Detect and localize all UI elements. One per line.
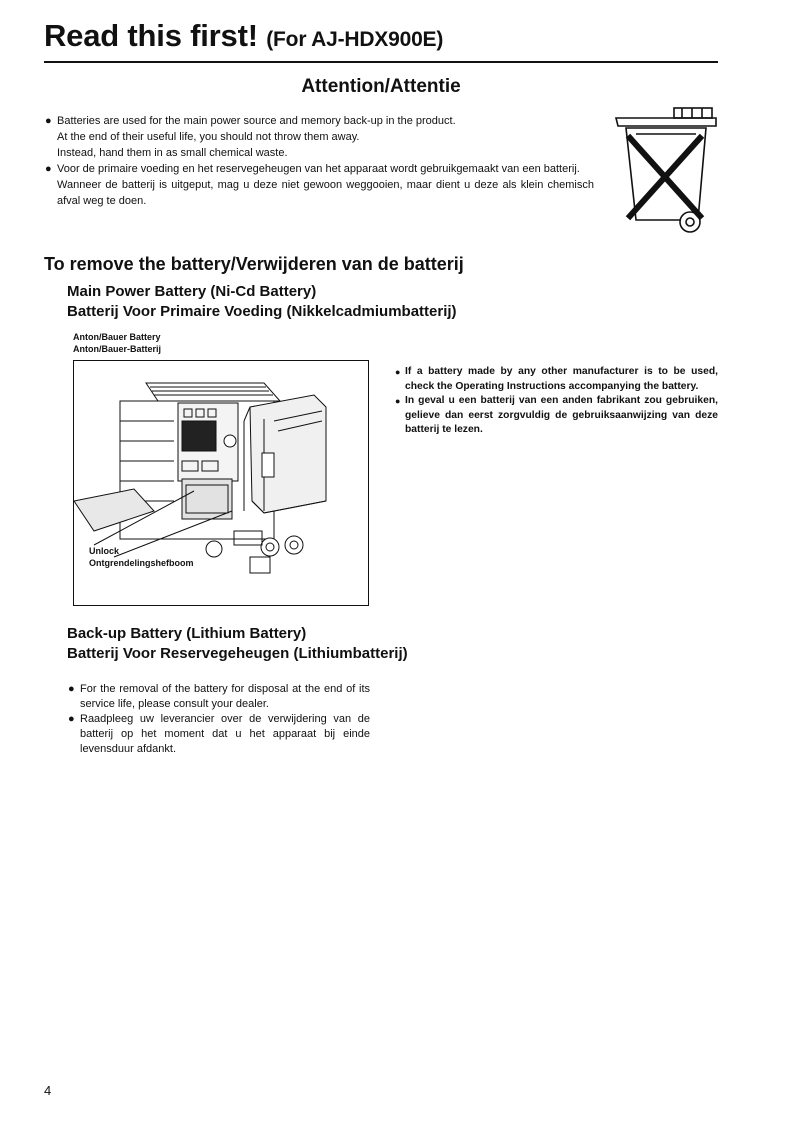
attention-heading: Attention/Attentie — [301, 76, 461, 97]
main-battery-heading: Main Power Battery (Ni-Cd Battery) Batterij Voor Primaire Voeding (Nikkelcadmiumbatterij) — [67, 283, 457, 320]
attention-bullets — [44, 113, 594, 209]
bullet-dot-icon: ● — [45, 163, 52, 175]
page-title — [44, 18, 443, 54]
battery-note-nl: ● In geval u een batterij van een anden fabrikant zou gebruiken, gelieve dan eerst zorgvuldig de gebruiksaanwijzing van deze batterij te lezen. — [395, 395, 718, 435]
figure-label: Anton/Bauer Battery Anton/Bauer-Batterij — [73, 332, 162, 354]
page-number: 4 — [44, 1083, 52, 1098]
bullet-dot-icon: ● — [68, 683, 75, 695]
battery-note-en: ● If a battery made by any other manufacturer is to be used, check the Operating Instructions accompanying the battery. — [395, 366, 718, 392]
bullet-dot-icon: ● — [68, 713, 75, 725]
backup-battery-notes — [67, 682, 370, 757]
battery-notes — [394, 365, 718, 438]
backup-note-en: ● For the removal of the battery for disposal at the end of its service life, please consult your dealer. — [68, 683, 370, 710]
unlock-callout: Unlock Ontgrendelingshefboom — [89, 546, 194, 568]
camera-battery-illustration — [73, 360, 369, 606]
crossed-out-wheelie-bin-icon — [612, 104, 722, 234]
title-divider — [44, 61, 718, 63]
page-title-model: (For AJ-HDX900E) — [266, 28, 444, 51]
backup-battery-heading: Back-up Battery (Lithium Battery) Batterij Voor Reservegeheugen (Lithiumbatterij) — [67, 625, 408, 662]
backup-note-nl: ● Raadpleeg uw leverancier over de verwijdering van de batterij op het moment dat u het apparaat bij einde levensduur afdankt. — [68, 713, 370, 755]
bullet-dot-icon: ● — [395, 367, 401, 377]
remove-heading: To remove the battery/Verwijderen van de batterij — [44, 254, 464, 274]
attention-bullet-en: ● Batteries are used for the main power source and memory back-up in the product. At the end of their useful life, you should not throw them away. Instead, hand them in as small chemical waste. — [45, 115, 456, 159]
bullet-dot-icon: ● — [45, 115, 52, 127]
bullet-dot-icon: ● — [395, 396, 401, 406]
attention-bullet-nl: ● Voor de primaire voeding en het reservegeheugen van het apparaat wordt gebruikgemaakt van een batterij. Wanneer de batterij is uitgeput, mag u deze niet gewoon weggooien, maar dient u deze als klein chemisch afval weg te doen. — [45, 163, 594, 207]
page-title-main: Read this first! — [44, 18, 258, 53]
